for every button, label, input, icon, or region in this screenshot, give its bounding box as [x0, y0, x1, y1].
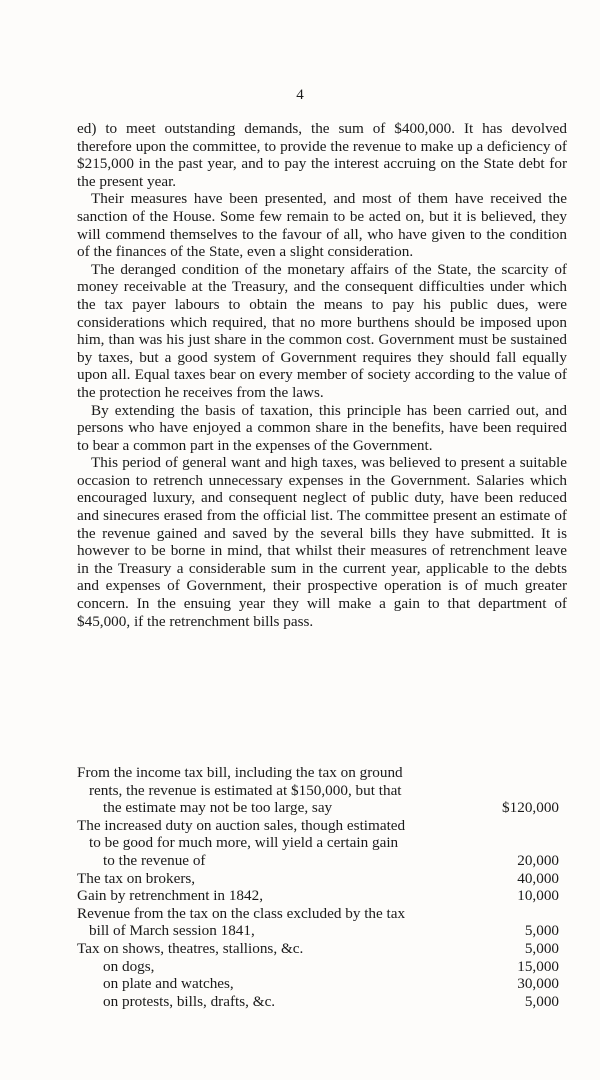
paragraph-2: Their measures have been presented, and most of them have received the sanction of the House. Some few remain to be acted on, but it is believed, they will commend themselves to the favour of all, who have given to the condition of the finances of the State, even a slight consideration.: [77, 190, 567, 261]
ledger-amount: 5,000: [524, 939, 559, 957]
ledger-description: The increased duty on auction sales, though estimated: [77, 816, 406, 834]
ledger-description: Revenue from the tax on the class excluded by the tax: [77, 904, 406, 922]
ledger-entry: [77, 905, 567, 940]
ledger-line: [77, 764, 567, 782]
ledger-amount: 5,000: [524, 992, 559, 1010]
ledger-description: to the revenue of: [103, 851, 206, 869]
page-number: 4: [296, 87, 304, 103]
ledger-description: the estimate may not be too large, say: [103, 799, 333, 817]
ledger-amount: 30,000: [517, 975, 559, 993]
ledger-line: [77, 993, 567, 1011]
paragraph-1: ed) to meet outstanding demands, the sum of $400,000. It has devolved therefore upon the committee, to provide the revenue to make up a deficiency of $215,000 in the past year, and to pay the interest accruing on the State debt for the present year.: [77, 120, 567, 190]
revenue-ledger: [77, 764, 567, 1010]
ledger-description: The tax on brokers,: [77, 869, 196, 887]
ledger-description: Gain by retrenchment in 1842,: [77, 887, 263, 905]
ledger-line: [77, 782, 567, 800]
ledger-amount: 10,000: [517, 887, 559, 905]
ledger-line: [77, 922, 567, 940]
paragraph-5: This period of general want and high taxes, was believed to present a suitable occasion to retrench unnecessary expenses in the Government. Salaries which encouraged luxury, and consequent neglect of public duty, have been reduced and sinecures erased from the official list. The committee present an estimate of the revenue gained and saved by the several bills they have submitted. It is however to be borne in mind, that whilst their measures of retrenchment leave in the Treasury a considerable sum in the current year, applicable to the debts and expenses of Government, their prospective operation is of much greater concern. In the ensuing year they will make a gain to that department of $45,000, if the retrenchment bills pass.: [77, 454, 567, 630]
ledger-entry: [77, 764, 567, 817]
ledger-line: [77, 975, 567, 993]
ledger-entry: [77, 958, 567, 976]
ledger-line: [77, 799, 567, 817]
body-text: [77, 120, 567, 630]
ledger-entry: [77, 975, 567, 993]
ledger-line: [77, 958, 567, 976]
ledger-line: [77, 905, 567, 923]
ledger-description: bill of March session 1841,: [89, 922, 255, 940]
ledger-amount: $120,000: [502, 799, 559, 817]
ledger-entry: [77, 940, 567, 958]
ledger-entry: [77, 887, 567, 905]
ledger-line: [77, 852, 567, 870]
ledger-line: [77, 834, 567, 852]
ledger-description: on dogs,: [103, 957, 155, 975]
paragraph-4: By extending the basis of taxation, this principle has been carried out, and persons who have enjoyed a common share in the benefits, have been required to bear a common part in the expenses of the Government.: [77, 401, 567, 454]
ledger-line: [77, 817, 567, 835]
ledger-description: Tax on shows, theatres, stallions, &c.: [77, 939, 304, 957]
ledger-description: on protests, bills, drafts, &c.: [103, 992, 276, 1010]
ledger-amount: 20,000: [517, 851, 559, 869]
ledger-line: [77, 887, 567, 905]
ledger-amount: 15,000: [517, 957, 559, 975]
ledger-line: [77, 870, 567, 888]
ledger-entry: [77, 817, 567, 870]
ledger-description: to be good for much more, will yield a certain gain: [89, 834, 399, 852]
ledger-description: From the income tax bill, including the tax on ground: [77, 764, 403, 781]
ledger-entry: [77, 993, 567, 1011]
ledger-amount: 40,000: [517, 869, 559, 887]
ledger-entry: [77, 870, 567, 888]
ledger-description: rents, the revenue is estimated at $150,000, but that: [89, 781, 402, 799]
paragraph-3: The deranged condition of the monetary affairs of the State, the scarcity of money receivable at the Treasury, and the consequent difficulties under which the tax payer labours to obtain the means to pay his public dues, were considerations which required, that no more burthens should be imposed upon him, than was his just share in the common cost. Government must be sustained by taxes, but a good system of Government requires they should fall equally upon all. Equal taxes bear on every member of society according to the value of the protection he receives from the laws.: [77, 260, 567, 401]
ledger-amount: 5,000: [524, 922, 559, 940]
ledger-description: on plate and watches,: [103, 975, 234, 993]
ledger-line: [77, 940, 567, 958]
